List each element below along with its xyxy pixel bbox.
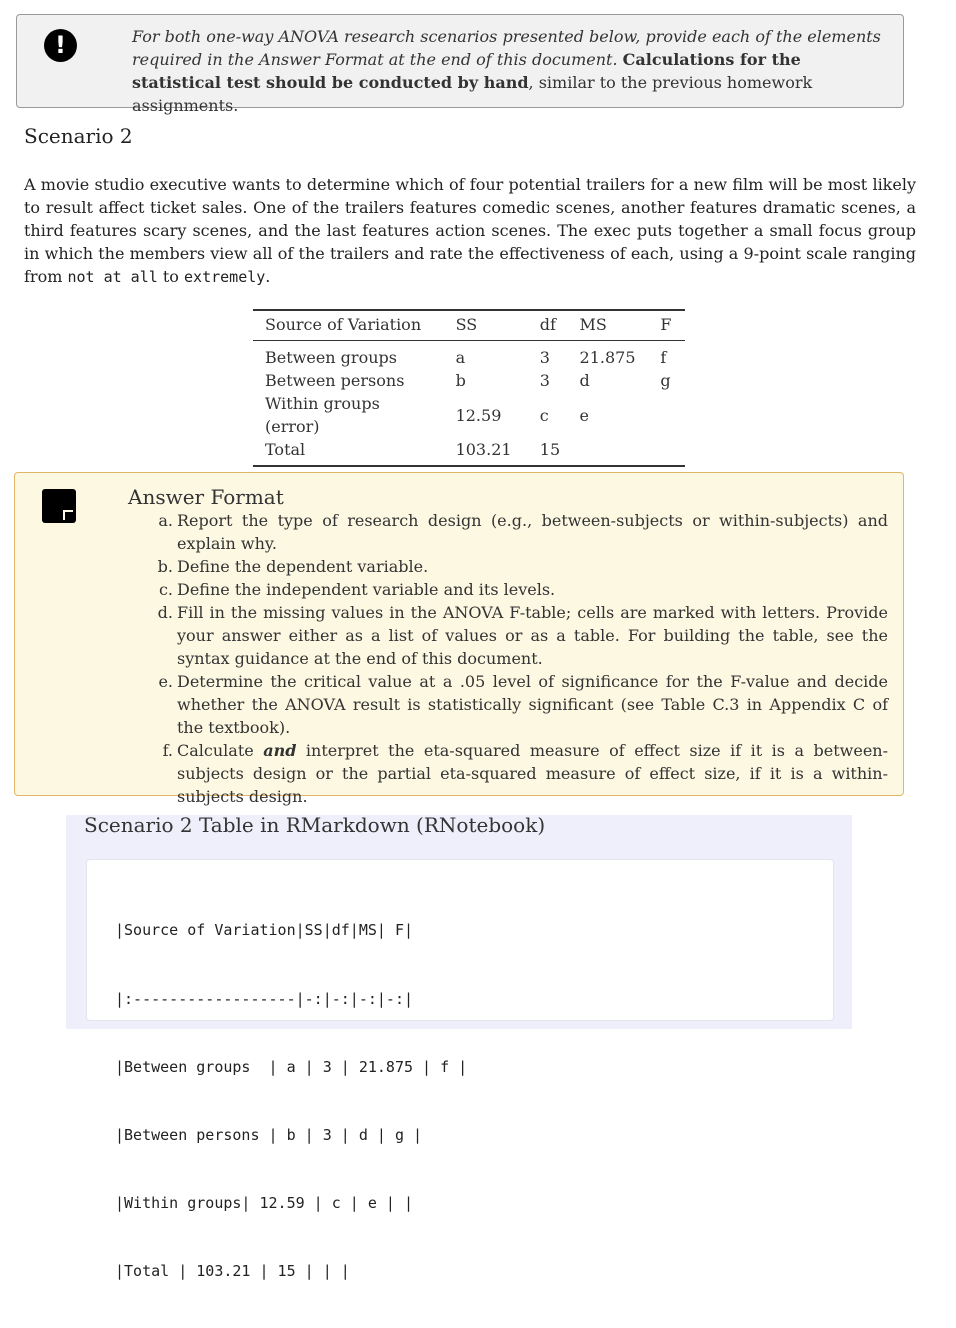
rmarkdown-section (66, 813, 852, 1280)
code-line: |Between persons | b | 3 | d | g | (115, 1125, 423, 1144)
scenario-title: Scenario 2 (24, 124, 133, 148)
table-header-row (253, 310, 685, 341)
header-source: Source of Variation (253, 310, 444, 341)
anova-table (253, 309, 685, 467)
code-line: |:------------------|-:|-:|-:|-:| (115, 989, 414, 1008)
header-ms: MS (568, 310, 649, 341)
cell (648, 392, 685, 438)
exclamation-icon: ! (44, 29, 77, 62)
code-line: |Source of Variation|SS|df|MS| F| (115, 921, 414, 940)
header-ss: SS (444, 310, 528, 341)
table-row (253, 369, 685, 392)
answer-format-title: Answer Format (128, 485, 284, 509)
list-item: b. Define the dependent variable. (157, 557, 429, 576)
answer-format-list (143, 509, 888, 808)
scale-low-label: not at all (67, 268, 158, 286)
scale-high-label: extremely (184, 268, 266, 286)
table-row (253, 341, 685, 370)
code-line: |Total | 103.21 | 15 | | | (115, 1261, 350, 1280)
instructions-notice (16, 14, 904, 115)
cell: f (660, 348, 667, 367)
list-item: f. Calculate and interpret the eta-squared measure of effect size if it is a between-subjects design or the partial eta-squared measure of effect size, if it is a within-subjects design. (162, 741, 888, 806)
cell: Total (253, 438, 444, 466)
cell: 15 (528, 438, 568, 466)
cell (568, 438, 649, 466)
cell: 3 (539, 348, 550, 367)
cell: e (579, 405, 589, 425)
cell: b (455, 371, 466, 390)
cell: 12.59 (455, 405, 502, 425)
rmarkdown-title: Scenario 2 Table in RMarkdown (RNotebook) (84, 813, 546, 837)
cell: 103.21 (444, 438, 528, 466)
cell: Between groups (265, 348, 397, 367)
scenario-description: A movie studio executive wants to determine which of four potential trailers for a new film will be most likely to result affect ticket sales. One of the trailers features comedic scenes, another features dramatic scenes, a third features scary scenes, and the last features action scenes. The exec puts together a small focus group in which the members view all of the trailers and rate the effectiveness of each, using a 9-point scale ranging from not at all to extremely. (24, 175, 916, 286)
header-df: df (528, 310, 568, 341)
cell: 3 (539, 371, 550, 390)
cell: d (579, 371, 590, 390)
cell: c (539, 405, 549, 425)
code-line: |Between groups | a | 3 | 21.875 | f | (115, 1057, 468, 1076)
table-row (253, 438, 685, 466)
cell: g (660, 371, 671, 390)
list-item: e. Determine the critical value at a .05 level of significance for the F-value and decide whether the ANOVA result is statistically significant (see Table C.3 in Appendix C of the textbook). (158, 672, 888, 737)
cell: Within groups (error) (265, 394, 380, 436)
cell (648, 438, 685, 466)
code-line: |Within groups| 12.59 | c | e | | (115, 1193, 414, 1212)
cell: a (455, 348, 466, 367)
list-item: c. Define the independent variable and its levels. (158, 580, 556, 599)
notice-text: For both one-way ANOVA research scenarios presented below, provide each of the elements required in the Answer Format at the end of this document. Calculations for the statistical test should be conducted by hand, similar to the previous homework assignments. (132, 27, 881, 115)
code-block (86, 859, 834, 1280)
list-item: a. Report the type of research design (e.g., between-subjects or within-subjects) and explain why. (158, 511, 888, 553)
list-item: d. Fill in the missing values in the ANOVA F-table; cells are marked with letters. Provide your answer either as a list of values or as a table. For building the table, see the syntax guidance at the end of this document. (157, 603, 888, 668)
answer-format-box (14, 472, 904, 806)
header-f: F (648, 310, 685, 341)
table-row (253, 392, 685, 438)
cell: Between persons (265, 371, 405, 390)
cell: 21.875 (579, 348, 636, 367)
sticky-note-icon (42, 489, 76, 523)
